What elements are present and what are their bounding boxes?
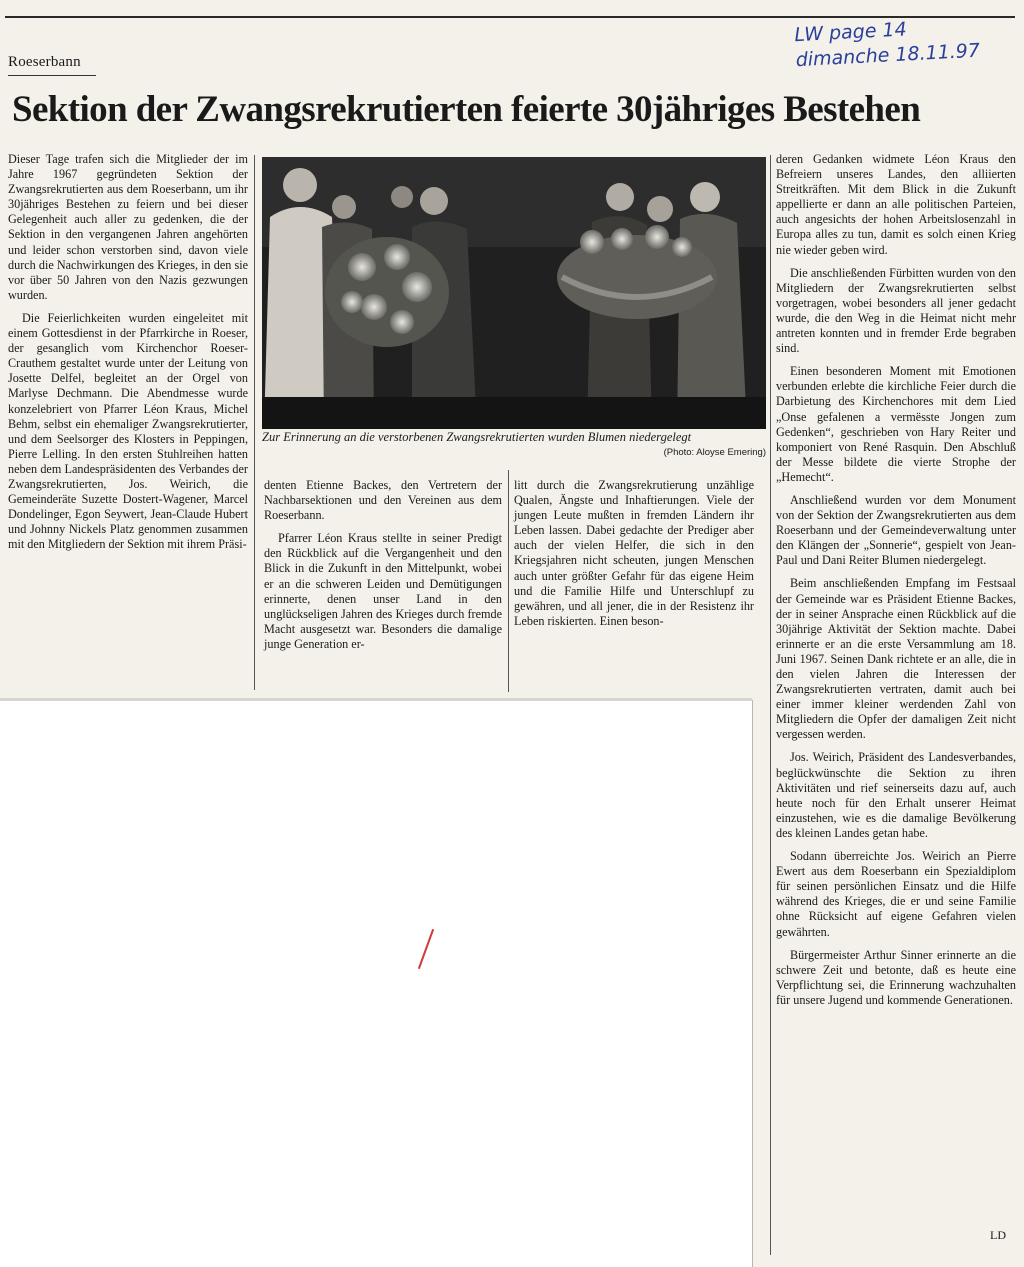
column-divider [254,155,255,690]
paragraph: litt durch die Zwangsrekrutierung unzählige Qualen, Ängste und Inhaftierungen. Viele der jungen Leute mußten in fremden Ländern ihr Leben lassen. Dabei gedachte der Prediger aber auch der vielen Helfer, die sich in den Kriegsjahren nicht scheuten, jungen Menschen auch unter größter Gefahr für das eigene Heim und die Familie Hilfe und Unterschlupf zu gewähren, und all jener, die in der Resistenz ihr Leben riskierten. Einen beson- [514,478,754,628]
paragraph: deren Gedanken widmete Léon Kraus den Befreiern unseres Landes, den alliierten Streitkräften. Mit dem Blick in die Zukunft appellierte er dann an alle politischen Parteien, auch angesichts der hohen Arbeitslosenzahl in Europa alles zu tun, damit es solch einen Krieg nie wieder geben wird. [776,152,1016,257]
paragraph: Jos. Weirich, Präsident des Landesverbandes, beglückwünschte die Sektion zu ihren Aktivitäten und rief seinerseits dazu auf, auch heute noch für den Erhalt unserer Heimat einzustehen, wie es die damalige Bevölkerung des kleinen Landes getan habe. [776,750,1016,840]
photo-illustration [262,157,766,429]
top-rule [5,16,1015,18]
cut-edge-shadow [0,698,752,701]
paragraph: Einen besonderen Moment mit Emotionen verbunden erlebte die kirchliche Feier durch die Darbietung des Kirchenchores mit dem Lied „Onse gefalenen a vermësste Jongen zum Gedenken“, geschrieben von Hary Reiter und komponiert von René Rasquin. Den Abschluß der Messe bildete die vierte Strophe der „Hemecht“. [776,364,1016,484]
paragraph: Bürgermeister Arthur Sinner erinnerte an die schwere Zeit und betonte, daß es heute eine Verpflichtung sei, die Erinnerung wachzuhalten für unsere Jugend und kommende Generationen. [776,947,1016,1007]
paragraph: Sodann überreichte Jos. Weirich an Pierre Ewert aus dem Roeserbann ein Spezialdiplom für seinen persönlichen Einsatz und die Hilfe während des Krieges, die er und seine Familie ohne Rücksicht auf eigene Gefahren vielen gewährten. [776,849,1016,939]
paragraph: Die Feierlichkeiten wurden eingeleitet mit einem Gottesdienst in der Pfarrkirche in Roeser, der gesanglich vom Kirchenchor Roeser-Crauthem gestaltet wurde unter der Leitung von Josette Delfel, begleitet an der Orgel von Marlyse Dechmann. Die Abendmesse wurde konzelebriert von Pfarrer Léon Kraus, Michel Behm, selbst ein ehemaliger Zwangsrekrutierter, und dem Seelsorger des Klosters in Peppingen, Pierre Lelling. In den ersten Stuhlreihen hatten neben dem Landespräsidenten des Verbandes der Zwangsrekrutierten, Jos. Weirich, die Gemeinderäte Suzette Dostert-Wagener, Marcel Dondelinger, Egon Seywert, Jean-Claude Hubert und Johnny Nickels Platz genommen zusammen mit den Mitgliedern der Sektion mit ihrem Präsi- [8,310,248,552]
article-column-1 [8,152,248,560]
caption-text: Zur Erinnerung an die verstorbenen Zwangsrekrutierten wurden Blumen niedergelegt [262,430,692,444]
author-signature: LD [990,1228,1006,1242]
article-column-4 [776,152,1016,1016]
paragraph: Pfarrer Léon Kraus stellte in seiner Predigt den Rückblick auf die Vergangenheit und den Blick in die Zukunft in den Mittelpunkt, wobei er an die schweren Leiden und Demütigungen erinnerte, denen unser Land in den unglückseligen Jahren des Krieges durch fremde Macht ausgesetzt war. Besonders die damalige junge Generation er- [264,531,502,651]
paragraph: Beim anschließenden Empfang im Festsaal der Gemeinde war es Präsident Etienne Backes, der in seiner Ansprache einen Rückblick auf die 30jährige Aktivität der Sektion machte. Dabei erinnerte er an die erste Versammlung am 18. Juni 1967. Seinen Dank richtete er an alle, die in den vielen Jahren die Interessen der Zwangsrekrutierten vertraten, damit auch bei einer immer kleiner werdenden Zahl von Mitgliedern die Opfer der damaligen Zeit nicht vergessen werden. [776,576,1016,742]
cut-edge-vertical [752,700,753,1267]
photo-caption [262,430,766,460]
article-column-3 [514,478,754,637]
paragraph: denten Etienne Backes, den Vertretern der Nachbarsektionen und den Vereinen aus dem Roeserbann. [264,478,502,523]
handwritten-line-2: dimanche 18.11.97 [795,39,981,72]
paragraph: Anschließend wurden vor dem Monument von der Sektion der Zwangsrekrutierten aus dem Roeserbann und der Gemeindeverwaltung unter den Klängen der „Sonnerie“, gespielt von Jean-Paul und Dani Reiter Blumen niedergelegt. [776,492,1016,568]
headline: Sektion der Zwangsrekrutierten feierte 30jähriges Bestehen [12,89,921,130]
article-column-2 [264,478,502,660]
handwritten-note [794,13,996,73]
section-label: Roeserbann [8,54,81,70]
article-photo [262,157,766,429]
column-divider [770,155,771,1255]
photo-credit: (Photo: Aloyse Emering) [663,447,766,458]
paragraph: Die anschließenden Fürbitten wurden von den Mitgliedern der Zwangsrekrutierten selbst vorgetragen, wobei besonders all jener gedacht wurde, die den Weg in die Heimat nicht mehr antreten konnten und in fremder Erde begraben sind. [776,265,1016,356]
handwritten-line-1: LW page 14 [793,18,908,47]
section-underline [8,75,96,76]
paragraph: Dieser Tage trafen sich die Mitglieder der im Jahre 1967 gegründeten Sektion der Zwangsrekrutierten aus dem Roeserbann, um ihr 30jähriges Bestehen zu feiern und bei dieser Gelegenheit auch aller zu gedenken, die der Sektion in den vergangenen Jahren angehörten und leider schon verstorben sind, davon viele durch die Nachwirkungen des Krieges, in den sie vor über 50 Jahren von den Nazis gezwungen wurden. [8,152,248,302]
column-divider [508,470,509,692]
missing-paper-area [0,700,752,1267]
